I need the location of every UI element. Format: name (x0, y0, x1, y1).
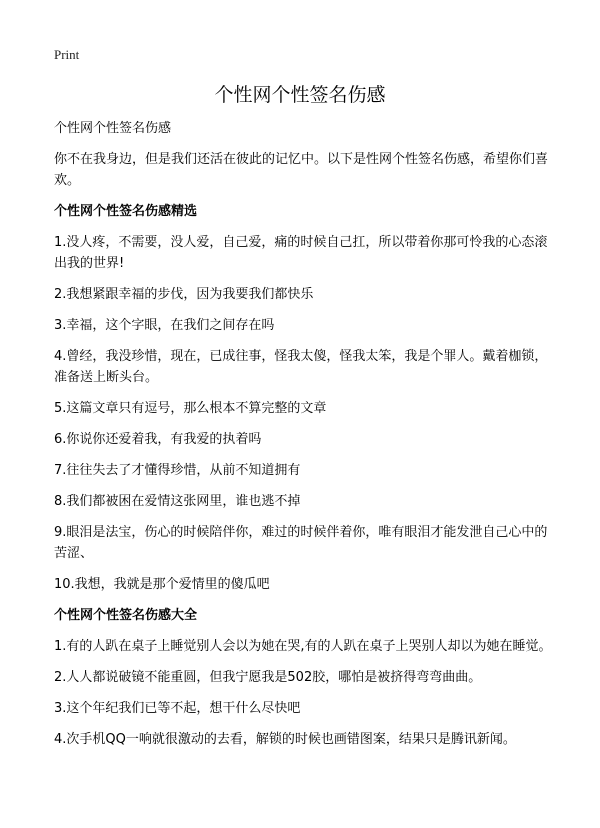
list-item: 8.我们都被困在爱情这张网里，谁也逃不掉 (54, 494, 301, 509)
list-item: 9.眼泪是法宝，伤心的时候陪伴你，难过的时候伴着你，唯有眼泪才能发泄自己心中的苦涩、 (54, 525, 548, 561)
list-item: 5.这篇文章只有逗号，那么根本不算完整的文章 (54, 401, 327, 416)
intro-subtitle: 个性网个性签名伤感 (54, 121, 172, 136)
section-heading-featured: 个性网个性签名伤感精选 (54, 204, 198, 219)
list-item: 3.这个年纪我们已等不起，想干什么尽快吧 (54, 701, 301, 716)
section-heading-collection: 个性网个性签名伤感大全 (54, 608, 198, 623)
list-item: 2.我想紧跟幸福的步伐，因为我要我们都快乐 (54, 287, 314, 302)
list-item: 7.往往失去了才懂得珍惜，从前不知道拥有 (54, 463, 301, 478)
list-item: 4.次手机QQ一响就很激动的去看，解锁的时候也画错图案，结果只是腾讯新闻。 (54, 732, 516, 747)
list-item: 6.你说你还爱着我，有我爱的执着吗 (54, 432, 262, 447)
list-item: 2.人人都说破镜不能重圆，但我宁愿我是502胶，哪怕是被挤得弯弯曲曲。 (54, 670, 482, 685)
list-item: 10.我想，我就是那个爱情里的傻瓜吧 (54, 577, 270, 592)
section-featured (54, 201, 554, 595)
list-item: 1.没人疼，不需要，没人爱，自己爱，痛的时候自己扛，所以带着你那可怜我的心态滚出我的世界! (54, 235, 548, 271)
page-title: 个性网个性签名伤感 (214, 84, 386, 106)
list-item: 3.幸福，这个字眼，在我们之间存在吗 (54, 318, 275, 333)
print-label: Print (54, 47, 80, 62)
list-item: 1.有的人趴在桌子上睡觉别人会以为她在哭,有的人趴在桌子上哭别人却以为她在睡觉。 (54, 639, 552, 654)
list-item: 4.曾经，我没珍惜，现在，已成往事，怪我太傻，怪我太笨，我是个罪人。戴着枷锁，准备送上断头台。 (54, 349, 548, 385)
section-collection (54, 605, 554, 750)
intro-description: 你不在我身边，但是我们还活在彼此的记忆中。以下是性网个性签名伤感，希望你们喜欢。 (54, 152, 549, 188)
document-body (54, 118, 554, 760)
